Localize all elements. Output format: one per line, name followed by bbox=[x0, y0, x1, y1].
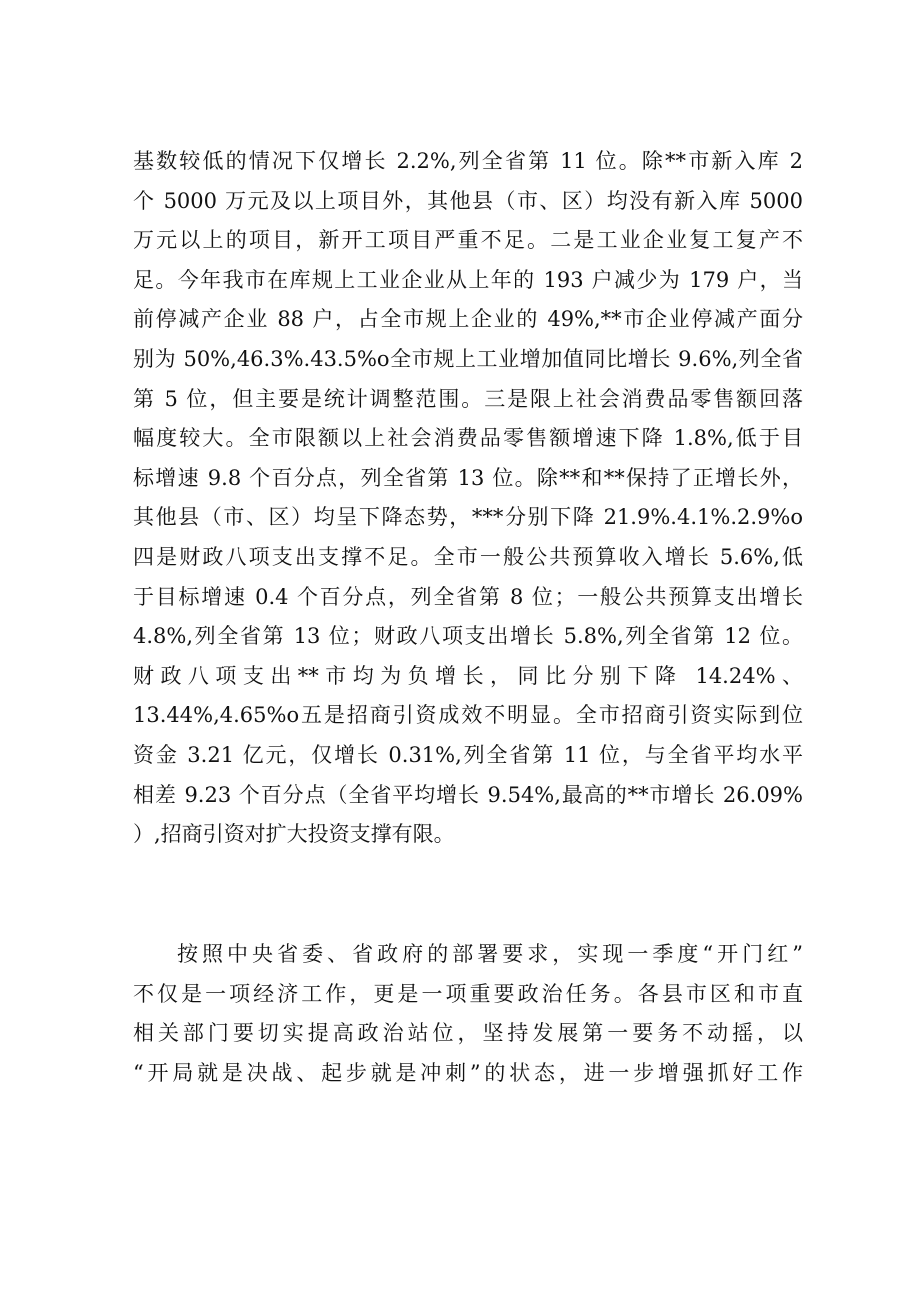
text-line: 13.44%,4.65%o五是招商引资成效不明显。全市招商引资实际到位 bbox=[133, 703, 803, 728]
text-line: 财政八项支出**市均为负增长，同比分别下降 14.24%、 bbox=[133, 663, 803, 688]
text-line: 万元以上的项目，新开工项目严重不足。二是工业企业复工复产不 bbox=[133, 228, 803, 253]
paragraph-economic-analysis bbox=[133, 142, 803, 855]
text-line: 第 5 位，但主要是统计调整范围。三是限上社会消费品零售额回落 bbox=[133, 386, 803, 411]
paragraph-deployment-requirements bbox=[133, 935, 803, 1093]
text-line: 四是财政八项支出支撑不足。全市一般公共预算收入增长 5.6%,低 bbox=[133, 544, 803, 569]
text-line: 前停减产企业 88 户，占全市规上企业的 49%,**市企业停减产面分 bbox=[133, 307, 803, 332]
text-line: 标增速 9.8 个百分点，列全省第 13 位。除**和**保持了正增长外， bbox=[133, 465, 803, 490]
text-line: 相差 9.23 个百分点（全省平均增长 9.54%,最高的**市增长 26.09% bbox=[133, 782, 803, 807]
text-line: ）,招商引资对扩大投资支撑有限。 bbox=[133, 822, 455, 847]
text-line: “开局就是决战、起步就是冲刺”的状态，进一步增强抓好工作 bbox=[133, 1060, 803, 1085]
text-line: 资金 3.21 亿元，仅增长 0.31%,列全省第 11 位，与全省平均水平 bbox=[133, 742, 803, 767]
text-line: 4.8%,列全省第 13 位；财政八项支出增长 5.8%,列全省第 12 位。 bbox=[133, 624, 803, 649]
text-line: 于目标增速 0.4 个百分点，列全省第 8 位；一般公共预算支出增长 bbox=[133, 584, 803, 609]
text-line: 足。今年我市在库规上工业企业从上年的 193 户减少为 179 户，当 bbox=[133, 267, 803, 292]
text-line: 相关部门要切实提高政治站位，坚持发展第一要务不动摇，以 bbox=[133, 1021, 803, 1046]
text-line: 幅度较大。全市限额以上社会消费品零售额增速下降 1.8%,低于目 bbox=[133, 426, 803, 451]
text-line: 个 5000 万元及以上项目外，其他县（市、区）均没有新入库 5000 bbox=[133, 188, 803, 213]
text-line: 不仅是一项经济工作，更是一项重要政治任务。各县市区和市直 bbox=[133, 981, 803, 1006]
text-line: 其他县（市、区）均呈下降态势，***分别下降 21.9%.4.1%.2.9%o bbox=[133, 505, 803, 530]
text-line: 按照中央省委、省政府的部署要求，实现一季度“开门红” bbox=[177, 942, 803, 966]
text-line: 别为 50%,46.3%.43.5%o全市规上工业增加值同比增长 9.6%,列全省 bbox=[133, 346, 803, 371]
text-line: 基数较低的情况下仅增长 2.2%,列全省第 11 位。除**市新入库 2 bbox=[133, 149, 803, 173]
